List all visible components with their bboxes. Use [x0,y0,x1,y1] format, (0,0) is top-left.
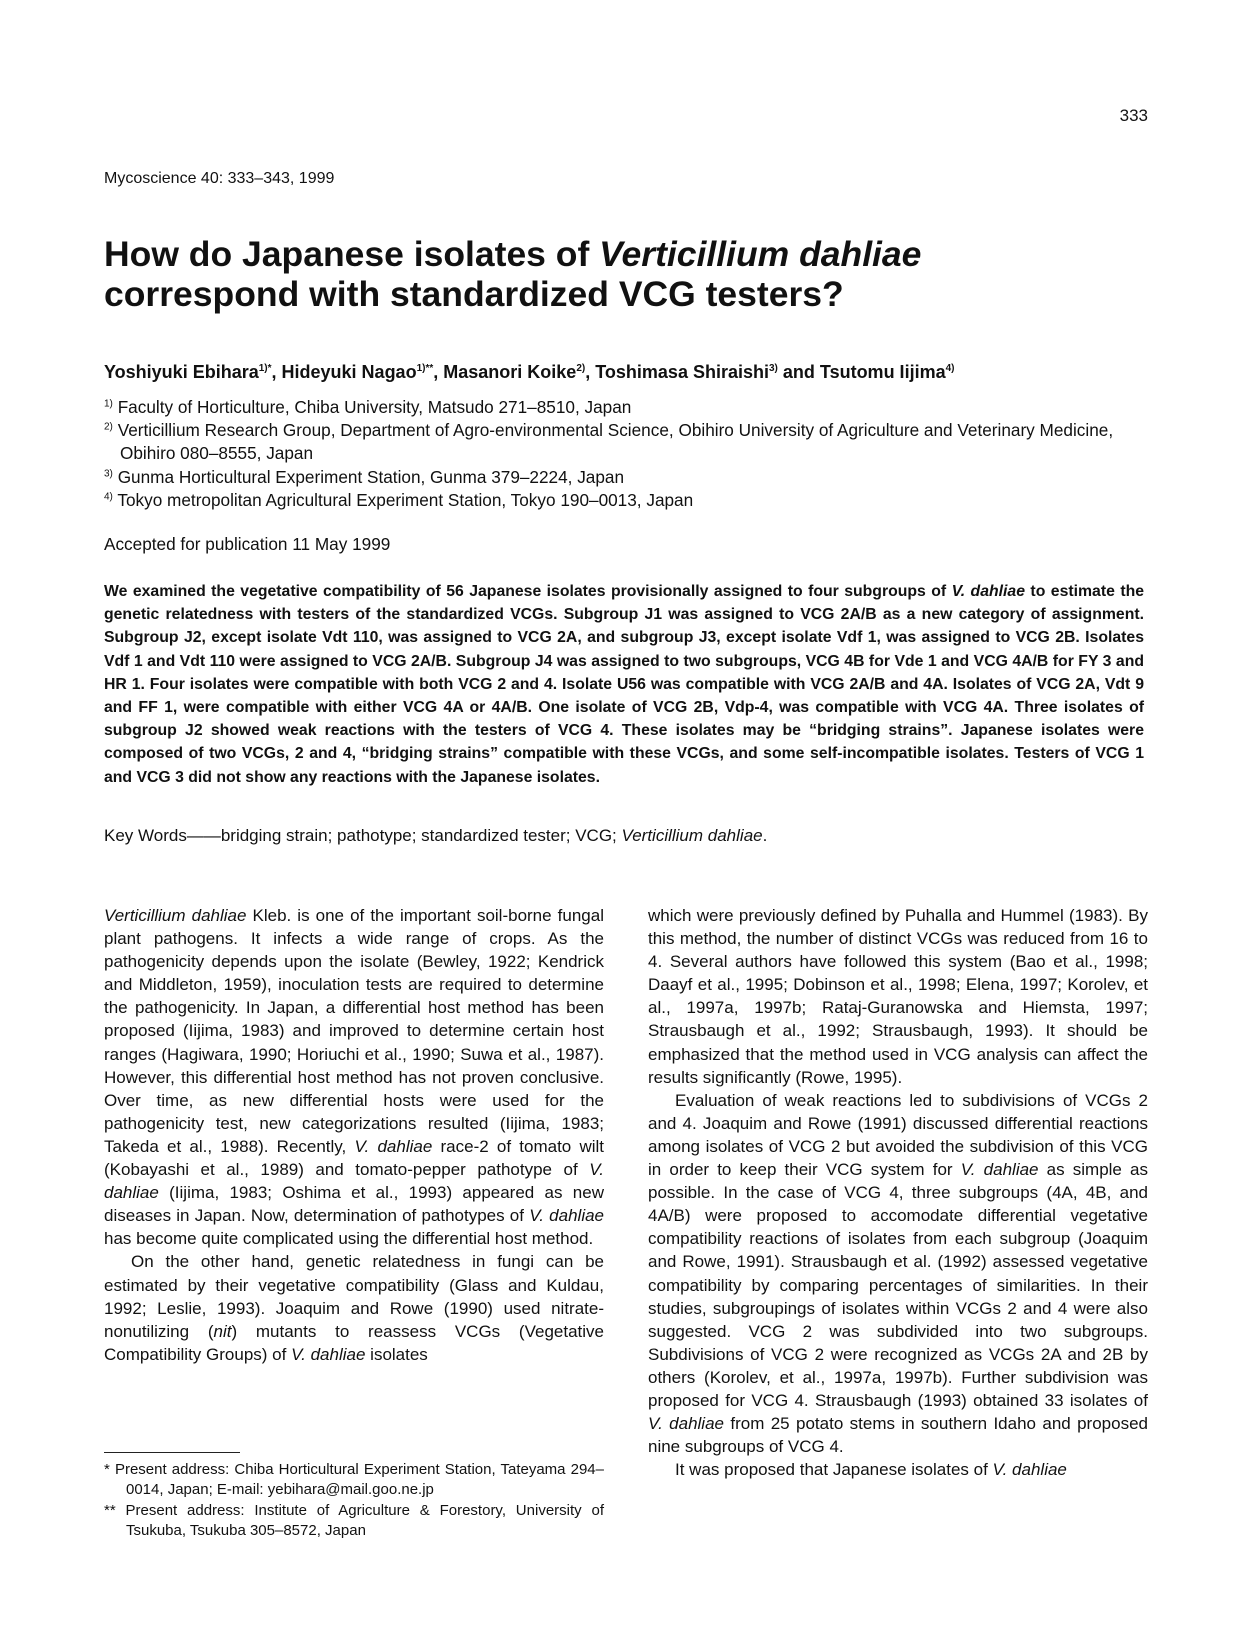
affiliation-text: Verticillium Research Group, Department of Agro-environmental Science, Obihiro University of Agriculture and Veterinary Medicine, Obihiro 080–8555, Japan [117,420,1114,464]
accepted-date: Accepted for publication 11 May 1999 [104,534,391,554]
footnote-item [104,1501,604,1542]
species-name: V. dahliae [529,1206,604,1226]
body-text: race-2 of tomato wilt (Kobayashi et al., 1989) and tomato-pepper pathotype of [104,1136,604,1180]
species-name: V. dahliae [648,1414,724,1434]
body-paragraph [104,904,604,1250]
affiliation-text: Faculty of Horticulture, Chiba University, Matsudo 271–8510, Japan [117,397,632,417]
title-species: Verticillium dahliae [599,234,922,274]
affiliation-mark: 3) [104,467,113,479]
species-name: Verticillium dahliae [104,906,247,925]
author-sep: , [271,362,282,382]
abstract [104,580,1144,789]
footnote-text: Present address: Chiba Horticultural Experiment Station, Tateyama 294–0014, Japan; E-mail: yebihara@mail.goo.ne.jp [114,1461,604,1499]
body-text: isolates [365,1344,428,1364]
body-text: (Iijima, 1983; Oshima et al., 1993) appeared as new diseases in Japan. Now, determination of pathotypes of [104,1183,604,1226]
species-name: V. dahliae [104,1160,604,1203]
body-text: On the other hand, genetic relatedness in fungi can be estimated by their vegetative compatibility (Glass and Kuldau, 1992; Leslie, 1993). Joaquim and Rowe (1990) used nitrate-nonutilizing ( [104,1252,604,1341]
body-text: Kleb. is one of the important soil-borne fungal plant pathogens. It infects a wide range of crops. As the pathogenicity depends upon the isolate (Bewley, 1922; Kendrick and Middleton, 1959), inoculation tests are required to determine the pathogenicity. In Japan, a differential host method has been proposed (Iijima, 1983) and improved to determine certain host ranges (Hagiwara, 1990; Horiuchi et al., 1990; Suwa et al., 1987). However, this differential host method has not proven conclusive. Over time, as new differential hosts were used for the pathogenicity test, new categorizations resulted (Iijima, 1983; Takeda et al., 1988). Recently, [104,906,604,1156]
footnote-text: Present address: Institute of Agriculture & Forestory, University of Tsukuba, Tsukuba 305–8572, Japan [125,1501,604,1540]
affiliation-item [104,396,1144,419]
author-name: Yoshiyuki Ebihara [104,362,259,382]
body-text: It was proposed that Japanese isolates of [675,1460,993,1480]
body-text: ) mutants to reassess VCGs (Vegetative Compatibility Groups) of [104,1321,604,1364]
italic-term: nit [213,1321,232,1341]
body-paragraph [104,1250,604,1365]
body-text: as simple as possible. In the case of VCG 4, three subgroups (4A, 4B, and 4A/B) were proposed to accomodate differential vegetative compatibility reactions of isolates from each subgroup (Joaquim and Rowe, 1991). Strausbaugh et al. (1992) assessed vegetative compatibility by comparing percentages of similarities. In their studies, subgroupings of isolates within VCGs 2 and 4 were also suggested. VCG 2 was subdivided into two subgroups. Subdivisions of VCG 2 were recognized as VCGs 2A and 2B by others (Korolev, et al., 1997a, 1997b). Further subdivision was proposed for VCG 4. Strausbaugh (1993) obtained 33 isolates of [648,1160,1148,1410]
abstract-text: We examined the vegetative compatibility of 56 Japanese isolates provisionally assigned to four subgroups of [104,583,952,600]
footnotes [104,1460,604,1542]
affiliation-list [104,396,1144,512]
title-part1: How do Japanese isolates of [104,234,600,274]
author-mark: 3) [768,363,778,374]
species-name: Verticillium dahliae [621,826,763,845]
species-name: V. dahliae [992,1460,1067,1480]
author-name: Toshimasa Shiraishi [595,362,769,382]
footnote-mark: ** [104,1501,116,1519]
species-name: V. dahliae [354,1136,433,1156]
species-name: V. dahliae [951,583,1025,600]
author-mark: 2) [576,363,586,374]
abstract-text: to estimate the genetic relatedness with testers of the standardized VCGs. Subgroup J1 was assigned to VCG 2A/B as a new category of assignment. Subgroup J2, except isolate Vdt 110, was assigned to VCG 2A, and subgroup J3, except isolate Vdf 1, was assigned to VCG 2B. Isolates Vdf 1 and Vdt 110 were assigned to VCG 2A/B. Subgroup J4 was assigned to two subgroups, VCG 4B for Vde 1 and VCG 4A/B for FY 3 and HR 1. Four isolates were compatible with both VCG 2 and 4. Isolate U56 was compatible with VCG 2A/B and 4A. Isolates of VCG 2A, Vdt 9 and FF 1, were compatible with either VCG 4A or 4A/B. One isolate of VCG 2B, Vdp-4, was compatible with VCG 4A. Three isolates of subgroup J2 showed weak reactions with the testers of VCG 4. These isolates may be “bridging strains”. Japanese isolates were composed of two VCGs, 2 and 4, “bridging strains” compatible with these VCGs, and some self-incompatible isolates. Testers of VCG 1 and VCG 3 did not show any reactions with the Japanese isolates. [104,583,1145,786]
title-line2: correspond with standardized VCG testers? [104,274,844,314]
author-sep: , [433,362,444,382]
body-paragraph: which were previously defined by Puhalla and Hummel (1983). By this method, the number of distinct VCGs was reduced from 16 to 4. Several authors have followed this system (Bao et al., 1998; Daayf et al., 1995; Dobinson et al., 1998; Elena, 1997; Korolev, et al., 1997a, 1997b; Rataj-Guranowska and Hiemsta, 1997; Strausbaugh et al., 1992; Strausbaugh, 1993). It should be emphasized that the method used in VCG analysis can affect the results significantly (Rowe, 1995). [648,906,1148,1087]
paper-title [104,234,1144,314]
body-text: Evaluation of weak reactions led to subdivisions of VCGs 2 and 4. Joaquim and Rowe (1991) discussed differential reactions among isolates of VCG 2 but avoided the subdivision of this VCG in order to keep their VCG system for [648,1090,1148,1180]
keywords-label: Key Words—— [104,826,221,845]
body-text: from 25 potato stems in southern Idaho and proposed nine subgroups of VCG 4. [648,1414,1148,1457]
affiliation-text: Gunma Horticultural Experiment Station, Gunma 379–2224, Japan [117,466,625,487]
affiliation-mark: 1) [104,398,113,410]
author-mark: 1)** [416,363,434,374]
body-column-left [104,904,604,1366]
affiliation-item [104,466,1144,489]
author-list [104,362,1154,383]
body-paragraph [648,1089,1148,1459]
affiliation-item [104,419,1144,465]
author-name: Masanori Koike [443,362,577,382]
footnote-item [104,1460,604,1501]
body-paragraph [648,1458,1148,1481]
species-name: V. dahliae [291,1344,366,1364]
species-name: V. dahliae [960,1160,1039,1180]
affiliation-item [104,489,1144,512]
author-mark: 1)* [258,363,272,374]
affiliation-mark: 2) [104,421,113,433]
affiliation-mark: 4) [104,491,113,503]
affiliation-text: Tokyo metropolitan Agricultural Experiment Station, Tokyo 190–0013, Japan [117,489,694,510]
keywords [104,826,767,846]
keywords-text: bridging strain; pathotype; standardized tester; VCG; [220,826,622,845]
body-text: has become quite complicated using the differential host method. [104,1229,594,1249]
author-sep: , [585,362,596,382]
author-sep: and [777,362,820,382]
author-name: Tsutomu Iijima [819,362,946,382]
journal-citation: Mycoscience 40: 333–343, 1999 [104,170,335,187]
page-number: 333 [1119,106,1148,125]
footnote-rule [104,1452,240,1453]
author-name: Hideyuki Nagao [281,362,417,382]
keywords-end: . [762,826,768,845]
body-column-right [648,904,1148,1481]
footnote-mark: * [104,1461,115,1478]
author-mark: 4) [945,363,955,374]
